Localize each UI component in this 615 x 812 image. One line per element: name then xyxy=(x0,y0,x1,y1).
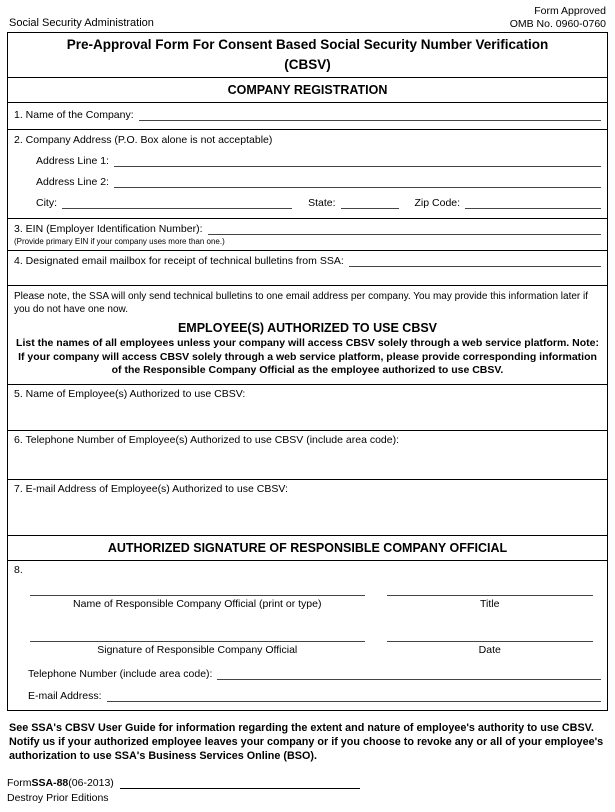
ein-label: 3. EIN (Employer Identification Number): xyxy=(14,223,203,236)
official-title-input[interactable] xyxy=(387,580,593,596)
section-company-registration-header xyxy=(8,78,607,103)
state-label: State: xyxy=(308,197,336,210)
address-line1-label: Address Line 1: xyxy=(36,155,109,168)
tech-bulletin-email-input[interactable] xyxy=(349,255,601,267)
form-approved-text: Form Approved xyxy=(534,5,606,17)
official-date-caption: Date xyxy=(478,643,501,656)
address-line2-input[interactable] xyxy=(114,176,601,188)
section-signature-header xyxy=(8,536,607,561)
form-number-word: Form xyxy=(7,776,32,789)
page-header xyxy=(7,4,608,32)
employee-phones-label: 6. Telephone Number of Employee(s) Authorized to use CBSV (include area code): xyxy=(14,433,400,446)
zip-label: Zip Code: xyxy=(414,197,461,210)
field4-row xyxy=(8,251,607,286)
omb-number: OMB No. 0960-0760 xyxy=(509,17,606,30)
form-title xyxy=(8,33,607,78)
ein-note: (Provide primary EIN if your company uses more than one.) xyxy=(14,237,225,247)
state-input[interactable] xyxy=(341,197,399,209)
official-email-label: E-mail Address: xyxy=(28,689,102,702)
form-number: SSA-88 xyxy=(31,776,69,789)
field3-row xyxy=(8,219,607,251)
field8-row xyxy=(8,561,607,710)
official-phone-input[interactable] xyxy=(217,668,601,680)
employees-heading: EMPLOYEE(S) AUTHORIZED TO USE CBSV xyxy=(177,321,438,336)
signature-heading: AUTHORIZED SIGNATURE OF RESPONSIBLE COMPANY OFFICIAL xyxy=(107,540,508,555)
official-email-input[interactable] xyxy=(107,690,601,702)
city-label: City: xyxy=(36,197,57,210)
tech-bulletin-email-label: 4. Designated email mailbox for receipt of technical bulletins from SSA: xyxy=(14,255,344,268)
company-name-input[interactable] xyxy=(139,109,601,121)
field5-row[interactable] xyxy=(8,385,607,431)
field7-row[interactable] xyxy=(8,480,607,536)
company-address-label: 2. Company Address (P.O. Box alone is not acceptable) xyxy=(14,134,273,147)
ein-input[interactable] xyxy=(208,223,602,235)
bulletin-note-row xyxy=(8,286,607,318)
official-title-caption: Title xyxy=(480,597,500,610)
company-name-label: 1. Name of the Company: xyxy=(14,109,134,122)
footer-rule xyxy=(120,780,360,789)
form-edition: (06-2013) xyxy=(68,776,114,789)
form-title-line2: (CBSV) xyxy=(284,56,331,72)
official-phone-label: Telephone Number (include area code): xyxy=(28,667,213,680)
official-name-input[interactable] xyxy=(30,580,365,596)
form-title-line1: Pre-Approval Form For Consent Based Social Security Number Verification xyxy=(66,37,549,53)
zip-input[interactable] xyxy=(465,197,601,209)
page-footer xyxy=(7,777,608,804)
field6-row[interactable] xyxy=(8,431,607,480)
address-line1-input[interactable] xyxy=(114,155,601,167)
employee-names-label: 5. Name of Employee(s) Authorized to use CBSV: xyxy=(14,387,246,400)
employees-instructions: List the names of all employees unless your company will access CBSV solely through a web service platform. Note: If your company will access CBSV solely through a web service platform, please provide corresponding information of the Responsible Company Official as the employee authorized to use CBSV. xyxy=(16,337,599,377)
bulletin-note-text: Please note, the SSA will only send technical bulletins to one email address per company. You may provide this information later if you do not have one now. xyxy=(14,291,589,316)
field8-number: 8. xyxy=(14,563,23,576)
omb-approval-block xyxy=(510,5,606,30)
official-name-caption: Name of Responsible Company Official (print or type) xyxy=(73,597,322,610)
official-date-input[interactable] xyxy=(387,626,593,642)
field1-row xyxy=(8,103,607,130)
official-signature-input[interactable] xyxy=(30,626,365,642)
field2-row xyxy=(8,130,607,219)
address-line2-label: Address Line 2: xyxy=(36,176,109,189)
destroy-note: Destroy Prior Editions xyxy=(7,791,109,804)
employee-emails-label: 7. E-mail Address of Employee(s) Authorized to use CBSV: xyxy=(14,482,288,495)
company-registration-heading: COMPANY REGISTRATION xyxy=(227,83,388,98)
form-body xyxy=(7,32,608,710)
section-employees-header xyxy=(8,318,607,384)
city-input[interactable] xyxy=(62,197,292,209)
user-guide-notice: See SSA's CBSV User Guide for information regarding the extent and nature of employee's authority to use CBSV. Notify us if your authorized employee leaves your company or if you choose to revoke any or all of your employee's authorization to use SSA's Business Services Online (BSO). xyxy=(9,721,604,762)
agency-name: Social Security Administration xyxy=(9,17,154,30)
official-signature-caption: Signature of Responsible Company Official xyxy=(97,643,298,656)
